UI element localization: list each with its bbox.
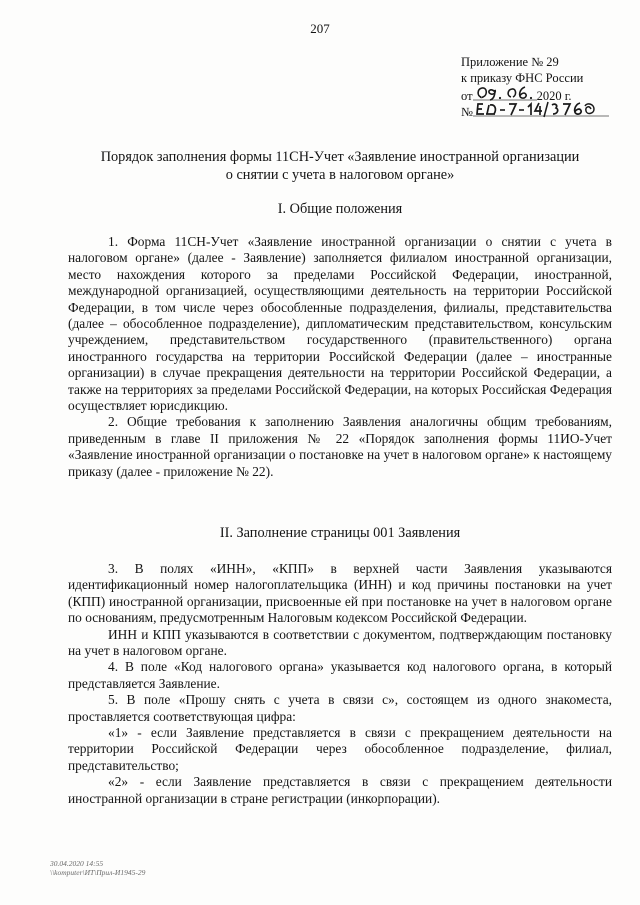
file-footer [50, 859, 145, 877]
approval-number-prefix: № [461, 105, 473, 119]
handwritten-order-number [473, 102, 573, 116]
approval-appendix: Приложение № 29 [461, 55, 559, 69]
paragraph-5: 5. В поле «Прошу снять с учета в связи с», состоящем из одного знакоместа, проставляется соответствующая цифра: [68, 692, 612, 724]
footer-timestamp: 30.04.2020 14:55 [50, 859, 104, 868]
approval-stamp [461, 54, 631, 118]
section-2-heading: II. Заполнение страницы 001 Заявления [219, 525, 461, 541]
footer-file-path: \\komputer\ИТ\Прил-И1945-29 [50, 868, 146, 877]
paragraph-5-option-2: «2» - если Заявление представляется в связи с прекращением деятельности иностранной организации в стране регистрации (инкорпорации). [68, 774, 612, 806]
document-title [60, 148, 620, 184]
section-1-body [68, 234, 612, 480]
approval-number-row [461, 102, 631, 118]
paragraph-4: 4. В поле «Код налогового органа» указывается код налогового органа, в который представляется Заявление. [68, 659, 612, 691]
document-title-line-2: о снятии с учета в налоговом органе» [225, 167, 455, 183]
paragraph-3: 3. В полях «ИНН», «КПП» в верхней части Заявления указываются идентификационный номер налогоплательщика (ИНН) и код причины постановки на учет (КПП) иностранной организации, присвоенные ей при постановке на учет в налоговом органе по основаниям, предусмотренным Налоговым кодексом Российской Федерации. [68, 561, 612, 626]
page-number: 207 [310, 21, 330, 36]
section-2-body [68, 561, 612, 807]
paragraph-3-note: ИНН и КПП указываются в соответствии с документом, подтверждающим постановку на учет в налоговом органе. [68, 626, 612, 659]
paragraph-5-option-1: «1» - если Заявление представляется в связи с прекращением деятельности на территории Российской Федерации через обособленное подразделение, филиал, представительство; [68, 725, 612, 773]
approval-order-ref: к приказу ФНС России [461, 71, 584, 85]
approval-date-year: 2020 г. [536, 89, 572, 103]
paragraph-1: 1. Форма 11СН-Учет «Заявление иностранной организации о снятии с учета в налоговом органе» (далее - Заявление) заполняется филиалом иностранной организации, место нахождения которого за пределами Российской Федерации, иностранной, международной организацией, осуществляющими деятельность на территории Российской Федерации, в том числе через обособленные подразделения, филиалы, представительства (далее – обособленное подразделение), дипломатическим представительством, консульским учреждением, представительством государственного (правительственного) органа иностранного государства на территории Российской Федерации (далее – иностранные организации) в случае прекращения деятельности на территории Российской Федерации, а также на территориях за пределами Российской Федерации, на которых Российская Федерация осуществляет юрисдикцию. [68, 234, 612, 414]
approval-date-prefix: от [461, 89, 473, 103]
handwritten-number-ink [473, 99, 609, 119]
handwritten-date [473, 86, 537, 100]
document-title-line-1: Порядок заполнения формы 11СН-Учет «Заявление иностранной организации [100, 149, 580, 165]
section-1-heading: I. Общие положения [277, 201, 403, 217]
paragraph-2: 2. Общие требования к заполнению Заявления аналогичны общим требованиям, приведенным в главе II приложения № 22 «Порядок заполнения формы 11ИО-Учет «Заявление иностранной организации о постановке на учет в налоговом органе» к настоящему приказу (далее - приложение № 22). [68, 414, 612, 479]
